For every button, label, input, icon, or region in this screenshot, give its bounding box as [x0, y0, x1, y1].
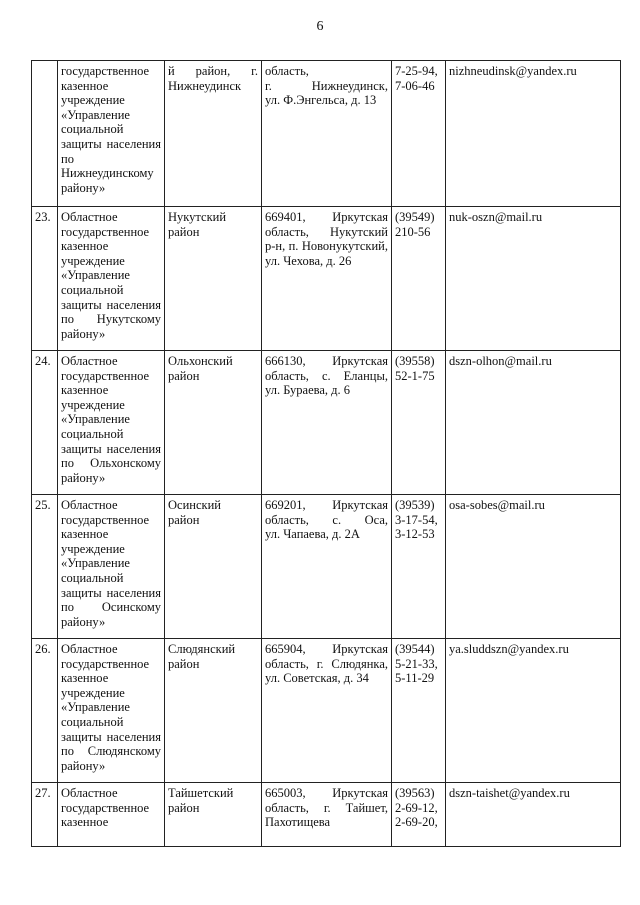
- name-line: району»: [61, 326, 106, 341]
- cell-phone: [392, 783, 446, 847]
- cell-name: [58, 351, 165, 495]
- name-line: государственное: [61, 512, 150, 527]
- district-line: Слюдянский: [168, 642, 236, 656]
- district-line: район: [168, 800, 200, 815]
- name-line: учреждение: [61, 685, 125, 700]
- table-row: [32, 495, 621, 639]
- address-line: ул. Бураева, д. 6: [265, 383, 351, 398]
- name-line: «Управление: [61, 556, 130, 571]
- name-line: государственное: [61, 368, 150, 383]
- cell-district: [165, 61, 262, 207]
- name-line: государственное: [61, 656, 150, 671]
- email-link[interactable]: dszn-taishet@yandex.ru: [446, 783, 621, 847]
- phone-line: 7-25-94,: [395, 64, 438, 78]
- address-line: ул. Чехова, д. 26: [265, 253, 352, 268]
- cell-name: [58, 61, 165, 207]
- name-line: учреждение: [61, 93, 125, 108]
- district-line: район: [168, 368, 200, 383]
- name-line: району»: [61, 758, 106, 773]
- phone-line: 2-69-20,: [395, 815, 438, 830]
- name-line: по Слюдянскому: [61, 744, 161, 759]
- name-line: социальной: [61, 282, 124, 297]
- address-line: 669201, Иркутская: [265, 498, 388, 512]
- address-line: 666130, Иркутская: [265, 354, 388, 368]
- row-number: 24.: [32, 351, 58, 495]
- name-line: казенное: [61, 815, 109, 830]
- name-line: казенное: [61, 78, 109, 93]
- cell-district: [165, 639, 262, 783]
- table-row: [32, 61, 621, 207]
- name-line: защиты населения: [61, 585, 161, 600]
- address-line: ул. Ф.Энгельса, д. 13: [265, 93, 377, 108]
- email-link[interactable]: nuk-oszn@mail.ru: [446, 207, 621, 351]
- name-line: социальной: [61, 570, 124, 585]
- name-line: социальной: [61, 714, 124, 729]
- address-line: ул. Чапаева, д. 2А: [265, 527, 360, 542]
- page-number: 6: [316, 19, 324, 34]
- name-line: Областное: [61, 354, 118, 368]
- name-line: казенное: [61, 671, 109, 686]
- phone-line: (39539): [395, 498, 435, 512]
- name-line: защиты населения: [61, 297, 161, 312]
- name-line: «Управление: [61, 268, 130, 283]
- address-line: область, с. Еланцы,: [265, 368, 388, 383]
- address-line: р-н, п. Новонукутский,: [265, 239, 388, 254]
- cell-name: [58, 783, 165, 847]
- cell-district: [165, 207, 262, 351]
- address-line: ул. Советская, д. 34: [265, 671, 369, 686]
- table-row: [32, 351, 621, 495]
- cell-address: [262, 61, 392, 207]
- name-line: району»: [61, 470, 106, 485]
- address-line: область,: [265, 64, 309, 78]
- name-line: защиты населения: [61, 729, 161, 744]
- name-line: учреждение: [61, 253, 125, 268]
- table-row: [32, 783, 621, 847]
- phone-line: 210-56: [395, 224, 431, 239]
- phone-line: (39558): [395, 354, 435, 368]
- institutions-table: [31, 60, 621, 847]
- district-line: район: [168, 656, 200, 671]
- cell-address: [262, 351, 392, 495]
- cell-phone: [392, 639, 446, 783]
- address-line: г. Нижнеудинск,: [265, 78, 388, 93]
- name-line: Областное: [61, 210, 118, 224]
- address-line: область, с. Оса,: [265, 512, 388, 527]
- email-link[interactable]: dszn-olhon@mail.ru: [446, 351, 621, 495]
- name-line: по Ольхонскому: [61, 456, 161, 471]
- address-line: 669401, Иркутская: [265, 210, 388, 224]
- cell-phone: [392, 351, 446, 495]
- address-line: 665003, Иркутская: [265, 786, 388, 800]
- phone-line: 7-06-46: [395, 78, 435, 93]
- cell-phone: [392, 61, 446, 207]
- phone-line: 3-12-53: [395, 527, 435, 542]
- district-line: Нукутский: [168, 210, 227, 224]
- district-line: район: [168, 224, 200, 239]
- cell-name: [58, 495, 165, 639]
- row-number: 26.: [32, 639, 58, 783]
- district-line: Нижнеудинск: [168, 78, 242, 93]
- address-line: область, Нукутский: [265, 224, 388, 239]
- email-link[interactable]: ya.sluddszn@yandex.ru: [446, 639, 621, 783]
- district-line: район: [168, 512, 200, 527]
- phone-line: (39563): [395, 786, 435, 800]
- name-line: Областное: [61, 498, 118, 512]
- cell-district: [165, 351, 262, 495]
- name-line: району»: [61, 614, 106, 629]
- email-link[interactable]: nizhneudinsk@yandex.ru: [446, 61, 621, 207]
- cell-phone: [392, 207, 446, 351]
- district-line: Осинский: [168, 498, 221, 512]
- name-line: по: [61, 151, 74, 166]
- district-line: Ольхонский: [168, 354, 233, 368]
- row-number: 25.: [32, 495, 58, 639]
- table-row: [32, 639, 621, 783]
- address-line: область, г. Слюдянка,: [265, 656, 388, 671]
- name-line: «Управление: [61, 412, 130, 427]
- name-line: «Управление: [61, 107, 130, 122]
- name-line: «Управление: [61, 700, 130, 715]
- name-line: государственное: [61, 224, 150, 239]
- district-line: Тайшетский: [168, 786, 234, 800]
- row-number: 27.: [32, 783, 58, 847]
- phone-line: 5-21-33,: [395, 656, 438, 671]
- name-line: по Нукутскому: [61, 312, 161, 327]
- cell-name: [58, 207, 165, 351]
- name-line: Нижнеудинскому: [61, 166, 154, 181]
- table-row: [32, 207, 621, 351]
- row-number: 23.: [32, 207, 58, 351]
- name-line: Областное: [61, 786, 118, 800]
- cell-district: [165, 495, 262, 639]
- cell-address: [262, 639, 392, 783]
- name-line: району»: [61, 180, 106, 195]
- name-line: государственное: [61, 64, 150, 78]
- phone-line: (39549): [395, 210, 435, 224]
- address-line: область, г. Тайшет,: [265, 800, 388, 815]
- address-line: 665904, Иркутская: [265, 642, 388, 656]
- name-line: казенное: [61, 239, 109, 254]
- name-line: защиты населения: [61, 136, 161, 151]
- name-line: социальной: [61, 426, 124, 441]
- row-number: [32, 61, 58, 207]
- cell-phone: [392, 495, 446, 639]
- phone-line: 3-17-54,: [395, 512, 438, 527]
- cell-address: [262, 207, 392, 351]
- cell-address: [262, 495, 392, 639]
- cell-name: [58, 639, 165, 783]
- name-line: социальной: [61, 122, 124, 137]
- phone-line: (39544): [395, 642, 435, 656]
- phone-line: 2-69-12,: [395, 800, 438, 815]
- name-line: Областное: [61, 642, 118, 656]
- phone-line: 5-11-29: [395, 671, 435, 686]
- name-line: казенное: [61, 383, 109, 398]
- address-line: Пахотищева: [265, 815, 331, 830]
- district-line: й район, г.: [168, 64, 258, 78]
- name-line: учреждение: [61, 397, 125, 412]
- name-line: защиты населения: [61, 441, 161, 456]
- name-line: по Осинскому: [61, 600, 161, 615]
- name-line: учреждение: [61, 541, 125, 556]
- name-line: казенное: [61, 527, 109, 542]
- cell-address: [262, 783, 392, 847]
- name-line: государственное: [61, 800, 150, 815]
- cell-district: [165, 783, 262, 847]
- email-link[interactable]: osa-sobes@mail.ru: [446, 495, 621, 639]
- phone-line: 52-1-75: [395, 368, 435, 383]
